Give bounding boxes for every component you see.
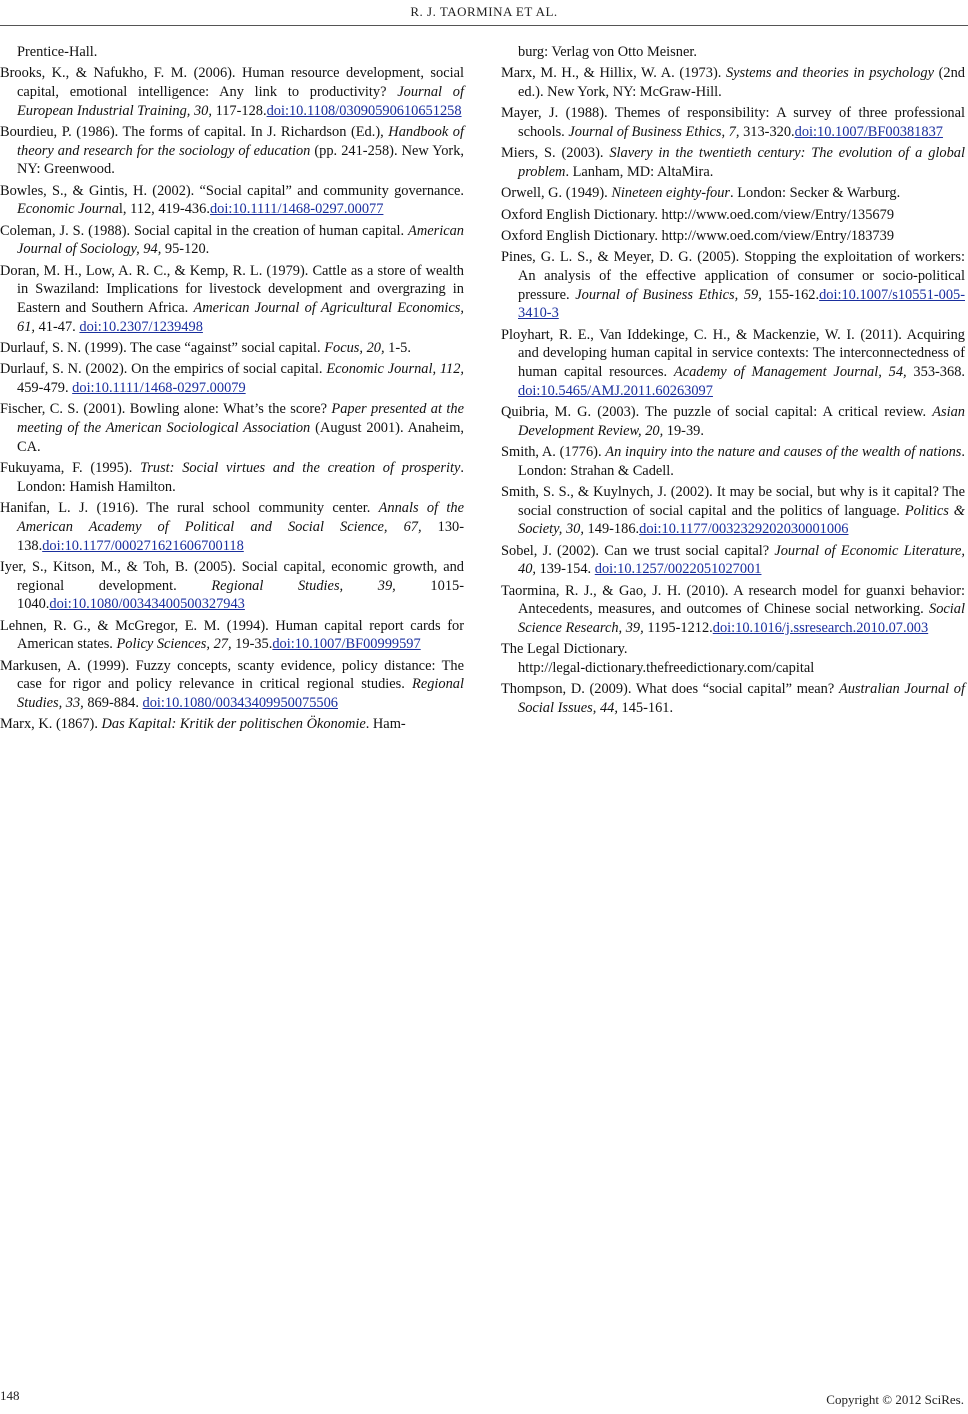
doi-link[interactable]: doi:10.1007/s10551-005-3410-3: [518, 286, 965, 322]
doi-link[interactable]: doi:10.1007/BF00999597: [272, 636, 421, 653]
reference-details: 145-161.: [617, 700, 674, 717]
reference-text: burg: Verlag von Otto Meisner.: [518, 44, 697, 60]
reference-smith1776: [501, 443, 965, 480]
reference-miers: [501, 144, 965, 181]
reference-doran: [0, 262, 464, 337]
reference-text: Smith, A. (1776).: [501, 444, 606, 460]
reference-details: 41-47.: [35, 318, 80, 335]
reference-marx1973: [501, 64, 965, 101]
reference-details: 139-154.: [536, 561, 595, 578]
reference-details: 130-138.: [17, 518, 465, 554]
reference-orwell: [501, 184, 965, 203]
reference-text: Fukuyama, F. (1995).: [0, 460, 141, 477]
copyright-notice: Copyright © 2012 SciRes.: [826, 1392, 964, 1407]
reference-text: Taormina, R. J., & Gao, J. H. (2010). A research model for guanxi behavior: Antecedents, measures, and outcomes of Chinese social networking.: [501, 582, 965, 618]
reference-text: Ployhart, R. E., Van Iddekinge, C. H., & Mackenzie, W. I. (2011). Acquiring and developing human capital in service contexts: The interconnectedness of human capital resources.: [501, 326, 965, 380]
reference-pines: [501, 248, 965, 323]
doi-link[interactable]: doi:10.1111/1468-0297.00077: [209, 201, 384, 218]
reference-text: The Legal Dictionary.: [501, 641, 628, 658]
reference-source: Policy Sciences, 27,: [116, 636, 232, 653]
reference-text: Smith, S. S., & Kuylnych, J. (2002). It may be social, but why is it capital? The social construction of social capital and the politics of language.: [501, 484, 965, 519]
reference-details: 1-5.: [384, 340, 411, 357]
reference-details: 149-186.: [583, 521, 640, 538]
reference-markusen: [0, 657, 464, 713]
reference-cont-2: [501, 43, 965, 62]
reference-details: 1015-1040.: [17, 577, 464, 613]
reference-text: Sobel, J. (2002). Can we trust social capital?: [501, 542, 775, 559]
reference-source: Social Science Research, 39,: [518, 601, 965, 637]
doi-link[interactable]: doi:10.1257/0022051027001: [594, 561, 762, 578]
reference-text: Coleman, J. S. (1988). Social capital in the creation of human capital.: [0, 222, 409, 239]
reference-text: Markusen, A. (1999). Fuzzy concepts, scanty evidence, policy distance: The case for rigor and policy relevance in critical regional studies.: [0, 657, 464, 693]
reference-fischer: [0, 400, 464, 456]
reference-iyer: [0, 558, 464, 614]
reference-lehnen: [0, 617, 464, 654]
reference-source: Systems and theories in psychology: [725, 65, 934, 82]
doi-link[interactable]: doi:10.1177/0032329202030001006: [639, 521, 849, 538]
reference-source: Economic Journal, 112,: [326, 361, 465, 378]
reference-source: Economic Journa: [17, 201, 119, 218]
reference-legal: [501, 640, 965, 677]
reference-bourdieu: [0, 123, 464, 179]
reference-brooks: [0, 64, 464, 120]
reference-text: Mayer, J. (1988). Themes of responsibility: A survey of three professional schools.: [501, 105, 965, 140]
reference-text: Quibria, M. G. (2003). The puzzle of social capital: A critical review.: [501, 404, 933, 420]
reference-details: 313-320.: [739, 124, 795, 140]
doi-link[interactable]: doi:10.1080/00343409950075506: [142, 694, 339, 711]
references-left-column: [0, 43, 464, 737]
reference-oed1: [501, 206, 965, 225]
reference-cont-1: [0, 43, 464, 62]
reference-details: (pp. 241-258). New York, NY: Greenwood.: [17, 142, 464, 178]
reference-quibria: [501, 403, 965, 440]
reference-details: . London: Hamish Hamilton.: [17, 460, 465, 495]
reference-oed2: [501, 227, 965, 246]
reference-details: 155-162.: [761, 286, 820, 303]
reference-details: (August 2001). Anaheim, CA.: [17, 420, 465, 455]
reference-text: Doran, M. H., Low, A. R. C., & Kemp, R. L. (1979). Cattle as a store of wealth in Swaziland: Implications for livestock development and overgrazing in Eastern and Southern Africa.: [0, 262, 464, 317]
reference-source: Nineteen eighty-four: [611, 185, 731, 202]
reference-text: Miers, S. (2003).: [501, 145, 610, 162]
reference-source: An inquiry into the nature and causes of the wealth of nations: [605, 444, 962, 460]
reference-smith2002: [501, 483, 965, 539]
reference-text: Marx, K. (1867).: [0, 716, 102, 733]
doi-link[interactable]: doi:10.2307/1239498: [79, 318, 203, 335]
reference-bowles: [0, 182, 464, 219]
reference-text: Oxford English Dictionary. http://www.oed.com/view/Entry/183739: [501, 227, 895, 244]
doi-link[interactable]: doi:10.5465/AMJ.2011.60263097: [518, 382, 713, 399]
doi-link[interactable]: doi:10.1111/1468-0297.00079: [72, 380, 246, 397]
reference-details: 869-884.: [83, 694, 143, 711]
reference-details: 353-368.: [906, 364, 965, 380]
references-right-column: [501, 43, 965, 720]
reference-text: Marx, M. H., & Hillix, W. A. (1973).: [501, 65, 726, 82]
reference-source: Handbook of theory and research for the sociology of education: [17, 124, 464, 159]
reference-text: Oxford English Dictionary. http://www.oed.com/view/Entry/135679: [501, 206, 895, 223]
reference-taormina: [501, 582, 965, 638]
doi-link[interactable]: doi:10.1108/03090590610651258: [266, 102, 462, 119]
reference-source: Trust: Social virtues and the creation of prosperity: [140, 460, 461, 477]
reference-details: 95-120.: [161, 241, 210, 258]
reference-durlauf2: [0, 360, 464, 397]
reference-source: Journal of Economic Literature, 40,: [518, 542, 966, 578]
reference-ployhart: [501, 326, 965, 401]
reference-source: Australian Journal of Social Issues, 44,: [518, 681, 965, 717]
reference-source: Journal of European Industrial Training, 30,: [17, 84, 465, 119]
reference-source: Das Kapital: Kritik der politischen Ökonomie: [101, 716, 366, 733]
reference-details: . Ham-: [365, 716, 406, 733]
reference-text: Thompson, D. (2009). What does “social capital” mean?: [501, 681, 839, 698]
reference-mayer: [501, 104, 965, 141]
reference-text: Iyer, S., Kitson, M., & Toh, B. (2005). Social capital, economic growth, and regional development.: [0, 558, 464, 594]
reference-text: Hanifan, L. J. (1916). The rural school community center.: [0, 500, 379, 517]
reference-text: Lehnen, R. G., & McGregor, E. M. (1994). Human capital report cards for American states.: [0, 617, 464, 653]
reference-text: Pines, G. L. S., & Meyer, D. G. (2005). Stopping the exploitation of workers: An analysis of the effective application of consumer or socio-political pressure.: [501, 249, 965, 303]
reference-details: 459-479.: [17, 380, 73, 397]
reference-source: Academy of Management Journal, 54,: [673, 364, 907, 380]
reference-details: 19-39.: [663, 422, 704, 439]
reference-source: Journal of Business Ethics, 59,: [575, 286, 762, 303]
header-rule: [0, 25, 968, 26]
reference-details: . Lanham, MD: AltaMira.: [565, 164, 714, 180]
reference-thompson: [501, 680, 965, 717]
reference-text: Durlauf, S. N. (1999). The case “against” social capital.: [0, 340, 325, 357]
reference-text: Orwell, G. (1949).: [501, 185, 612, 202]
running-header: R. J. TAORMINA ET AL.: [410, 4, 558, 19]
reference-source: Regional Studies, 33,: [17, 676, 464, 711]
reference-details: 117-128.: [211, 102, 267, 119]
reference-source: Regional Studies, 39,: [211, 577, 396, 594]
reference-source: American Journal of Sociology, 94,: [17, 222, 464, 258]
reference-source: American Journal of Agricultural Economics, 61,: [17, 300, 464, 335]
reference-details: . London: Strahan & Cadell.: [518, 444, 965, 479]
reference-url: http://legal-dictionary.thefreedictionary.com/capital: [518, 660, 815, 677]
reference-details: 1195-1212.: [643, 620, 713, 637]
page-number: 148: [0, 1388, 20, 1403]
reference-details: 19-35.: [231, 636, 273, 653]
reference-source: Focus, 20,: [324, 340, 385, 357]
reference-details: l, 112, 419-436.: [118, 201, 210, 218]
reference-source: Politics & Society, 30,: [518, 502, 966, 538]
reference-source: Slavery in the twentieth century: The evolution of a global problem: [518, 145, 966, 180]
reference-durlauf1: [0, 339, 464, 358]
reference-text: Bourdieu, P. (1986). The forms of capital. In J. Richardson (Ed.),: [0, 124, 389, 140]
reference-details: . London: Secker & Warburg.: [730, 185, 901, 202]
reference-text: Fischer, C. S. (2001). Bowling alone: What’s the score?: [0, 401, 332, 418]
reference-source: Paper presented at the meeting of the American Sociological Association: [17, 401, 464, 437]
reference-hanifan: [0, 499, 464, 555]
reference-marx1867: [0, 715, 464, 734]
reference-text: Prentice-Hall.: [17, 44, 98, 60]
reference-source: Asian Development Review, 20,: [518, 404, 965, 439]
doi-link[interactable]: doi:10.1007/BF00381837: [794, 124, 943, 140]
reference-coleman: [0, 222, 464, 259]
reference-source: Journal of Business Ethics, 7,: [568, 124, 740, 140]
reference-text: Durlauf, S. N. (2002). On the empirics of social capital.: [0, 361, 327, 378]
reference-details: (2nd ed.). New York, NY: McGraw-Hill.: [518, 65, 965, 100]
reference-sobel: [501, 542, 965, 579]
reference-text: Brooks, K., & Nafukho, F. M. (2006). Human resource development, social capital, emotional intelligence: Any link to productivity?: [0, 65, 464, 100]
doi-link[interactable]: doi:10.1080/00343400500327943: [49, 596, 245, 613]
doi-link[interactable]: doi:10.1177/000271621606700118: [42, 537, 244, 554]
reference-source: Annals of the American Academy of Political and Social Science, 67,: [17, 500, 464, 535]
reference-text: Bowles, S., & Gintis, H. (2002). “Social capital” and community governance.: [0, 182, 464, 199]
reference-fukuyama: [0, 459, 464, 496]
doi-link[interactable]: doi:10.1016/j.ssresearch.2010.07.003: [712, 620, 929, 637]
